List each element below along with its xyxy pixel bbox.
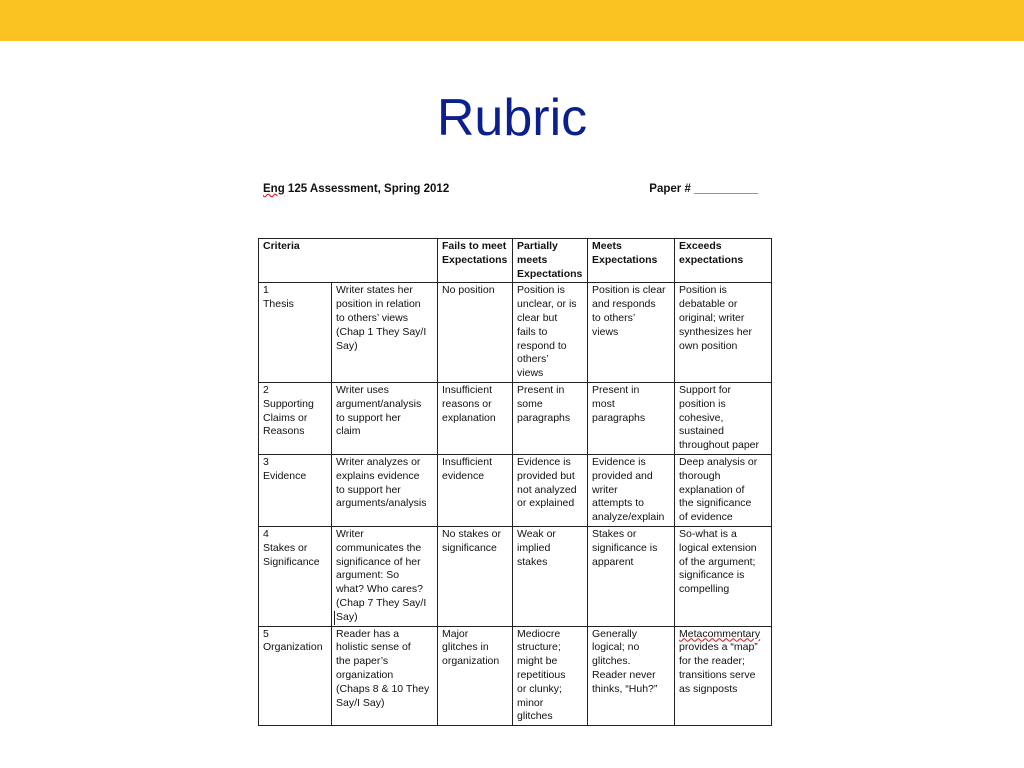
rubric-row-4 — [259, 526, 772, 626]
cell-exceeds-line: for the reader; — [679, 655, 745, 668]
cell-fails-line: Insufficient — [442, 383, 493, 396]
document-header — [258, 180, 772, 202]
cell-fails-line: Insufficient — [442, 455, 493, 468]
course-title — [263, 183, 449, 195]
cell-fails-line: explanation — [442, 411, 496, 424]
cell-fails-line: No stakes or — [442, 527, 501, 540]
header-partially-line: Expectations — [517, 267, 583, 280]
header-partially — [513, 239, 588, 283]
cell-exceeds — [675, 626, 772, 726]
cell-name-line: 1 — [263, 284, 269, 297]
cell-partially — [513, 626, 588, 726]
cell-meets-line: most — [592, 397, 615, 410]
rubric-body — [259, 283, 772, 726]
cell-partially-line: provided but — [517, 469, 575, 482]
cell-meets-line: analyze/explain — [592, 511, 665, 524]
cell-fails — [438, 454, 513, 526]
cell-partially — [513, 283, 588, 383]
cell-name-line: Evidence — [263, 469, 307, 482]
cell-description-line: Writer states her — [336, 284, 413, 297]
cell-partially-line: paragraphs — [517, 411, 571, 424]
cell-name-line: 3 — [263, 455, 269, 468]
cell-description-line: Writer — [336, 527, 364, 540]
cell-meets-line: paragraphs — [592, 411, 646, 424]
cell-fails — [438, 526, 513, 626]
cell-description-line: explains evidence — [336, 469, 420, 482]
top-accent-bar — [0, 0, 1024, 41]
cell-exceeds-line: transitions serve — [679, 668, 756, 681]
cell-partially — [513, 526, 588, 626]
cell-exceeds-line: logical extension — [679, 541, 757, 554]
cell-partially-line: structure; — [517, 641, 561, 654]
cell-name — [259, 283, 332, 383]
cell-exceeds-line: significance is — [679, 569, 745, 582]
cell-partially-line: might be — [517, 655, 558, 668]
cell-meets-line: to others’ — [592, 311, 636, 324]
cell-description-line: to others’ views — [336, 311, 408, 324]
cell-meets-line: Reader never — [592, 668, 656, 681]
cell-fails-line: organization — [442, 655, 500, 668]
cell-description-line: organization — [336, 668, 394, 681]
cell-fails-line: significance — [442, 541, 497, 554]
cell-description-line: claim — [336, 425, 361, 438]
cell-name-line: Reasons — [263, 425, 305, 438]
rubric-row-5 — [259, 626, 772, 726]
cell-exceeds-line: synthesizes her — [679, 325, 752, 338]
cell-description-line: argument: So — [336, 569, 400, 582]
cell-exceeds-line: Position is — [679, 284, 727, 297]
course-prefix: Eng — [263, 183, 285, 195]
slide-title: Rubric — [436, 89, 588, 147]
cell-fails-line: evidence — [442, 469, 485, 482]
cell-meets-line: glitches. — [592, 655, 631, 668]
cell-meets-line: Stakes or — [592, 527, 637, 540]
cell-fails-line: No position — [442, 284, 495, 297]
course-title-rest: 125 Assessment, Spring 2012 — [284, 183, 450, 195]
rubric-row-3 — [259, 454, 772, 526]
header-meets-line: Meets — [592, 240, 622, 252]
header-partially-line: meets — [517, 253, 548, 266]
cell-meets-line: and responds — [592, 298, 656, 311]
cell-partially-line: some — [517, 397, 543, 410]
header-exceeds-line: expectations — [679, 253, 744, 266]
cell-name-line: Claims or — [263, 411, 308, 424]
cell-description-line: Say) — [334, 611, 433, 625]
cell-fails-line: Major — [442, 627, 469, 640]
cell-description-line: (Chaps 8 & 10 They — [336, 682, 430, 695]
cell-meets-line: provided and — [592, 469, 653, 482]
cell-exceeds-line: the significance — [679, 497, 752, 510]
cell-partially-line: glitches — [517, 710, 553, 723]
cell-fails — [438, 626, 513, 726]
cell-exceeds-line: thorough — [679, 469, 721, 482]
cell-exceeds-line: Metacommentary — [679, 627, 761, 640]
cell-name-line: Stakes or — [263, 541, 308, 554]
cell-name-line: Supporting — [263, 397, 314, 410]
cell-exceeds-line: explanation of — [679, 483, 745, 496]
cell-exceeds — [675, 454, 772, 526]
cell-exceeds-line: throughout paper — [679, 439, 759, 452]
header-fails-line: Expectations — [442, 253, 508, 266]
cell-description — [332, 283, 438, 383]
cell-fails-line: reasons or — [442, 397, 492, 410]
cell-description-line: Reader has a — [336, 627, 400, 640]
cell-description-line: arguments/analysis — [336, 497, 427, 510]
cell-exceeds-line: So-what is a — [679, 527, 737, 540]
cell-description-line: (Chap 7 They Say/I — [336, 596, 427, 609]
cell-meets-line: Present in — [592, 383, 640, 396]
paper-number-label: Paper # __________ — [649, 183, 758, 195]
cell-description-line: Writer uses — [336, 383, 389, 396]
cell-name-line: Thesis — [263, 298, 294, 311]
cell-partially-line: Position is — [517, 284, 565, 297]
cell-description-line: argument/analysis — [336, 397, 422, 410]
cell-description-line: (Chap 1 They Say/I — [336, 325, 427, 338]
header-exceeds-line: Exceeds — [679, 240, 722, 252]
header-exceeds — [675, 239, 772, 283]
cell-name-line: 5 — [263, 627, 269, 640]
header-criteria — [259, 239, 438, 283]
cell-partially-line: unclear, or is — [517, 298, 577, 311]
cell-name — [259, 454, 332, 526]
cell-exceeds-line: Deep analysis or — [679, 455, 758, 468]
cell-partially-line: Mediocre — [517, 627, 561, 640]
cell-exceeds-line: debatable or — [679, 298, 738, 311]
cell-fails — [438, 382, 513, 454]
cell-partially-line: Evidence is — [517, 455, 571, 468]
header-partially-line: Partially — [517, 240, 558, 252]
cell-partially-line: or explained — [517, 497, 575, 510]
cell-description-line: communicates the — [336, 541, 422, 554]
cell-name-line: 4 — [263, 527, 269, 540]
header-fails-line: Fails to meet — [442, 240, 507, 252]
cell-partially-line: implied — [517, 541, 551, 554]
cell-meets-line: writer — [592, 483, 618, 496]
cell-description — [332, 382, 438, 454]
cell-meets-line: significance is — [592, 541, 658, 554]
cell-description-line: position in relation — [336, 298, 421, 311]
cell-partially-line: not analyzed — [517, 483, 577, 496]
cell-name — [259, 382, 332, 454]
cell-meets — [588, 382, 675, 454]
rubric-document — [258, 180, 772, 723]
cell-partially — [513, 454, 588, 526]
rubric-row-1 — [259, 283, 772, 383]
cell-meets — [588, 526, 675, 626]
cell-meets-line: apparent — [592, 555, 634, 568]
cell-exceeds-line: of the argument; — [679, 555, 756, 568]
cell-meets-line: Generally — [592, 627, 637, 640]
cell-meets-line: views — [592, 325, 619, 338]
cell-exceeds-line: own position — [679, 339, 738, 352]
cell-partially — [513, 382, 588, 454]
cell-description — [332, 526, 438, 626]
cell-partially-line: or clunky; — [517, 682, 562, 695]
cell-description-line: Say/I Say) — [336, 696, 385, 709]
cell-partially-line: others’ — [517, 353, 549, 366]
cell-description-line: to support her — [336, 483, 401, 496]
cell-partially-line: clear but — [517, 311, 558, 324]
cell-meets-line: thinks, “Huh?” — [592, 682, 658, 695]
cell-name — [259, 626, 332, 726]
cell-exceeds-line: provides a “map” — [679, 641, 758, 654]
cell-partially-line: respond to — [517, 339, 567, 352]
cell-fails — [438, 283, 513, 383]
cell-name-line: Significance — [263, 555, 320, 568]
cell-name-line: Organization — [263, 641, 323, 654]
cell-partially-line: views — [517, 367, 544, 380]
cell-description-line: to support her — [336, 411, 401, 424]
cell-exceeds — [675, 382, 772, 454]
cell-exceeds — [675, 526, 772, 626]
rubric-table — [258, 238, 772, 726]
cell-fails-line: glitches in — [442, 641, 489, 654]
header-fails — [438, 239, 513, 283]
cell-exceeds-line: original; writer — [679, 311, 745, 324]
cell-meets-line: Evidence is — [592, 455, 646, 468]
header-meets — [588, 239, 675, 283]
cell-exceeds-line: sustained — [679, 425, 724, 438]
cell-exceeds-line: compelling — [679, 583, 730, 596]
cell-meets-line: logical; no — [592, 641, 640, 654]
rubric-row-2 — [259, 382, 772, 454]
cell-exceeds-line: Support for — [679, 383, 731, 396]
cell-partially-line: fails to — [517, 325, 548, 338]
cell-description — [332, 626, 438, 726]
cell-meets-line: Position is clear — [592, 284, 666, 297]
cell-exceeds-line: as signposts — [679, 682, 738, 695]
cell-description-line: significance of her — [336, 555, 421, 568]
cell-partially-line: Present in — [517, 383, 565, 396]
cell-partially-line: repetitious — [517, 668, 566, 681]
cell-partially-line: Weak or — [517, 527, 556, 540]
cell-exceeds — [675, 283, 772, 383]
cell-description-line: holistic sense of — [336, 641, 411, 654]
cell-exceeds-line: cohesive, — [679, 411, 724, 424]
cell-meets — [588, 283, 675, 383]
cell-description-line: what? Who cares? — [336, 583, 423, 596]
cell-exceeds-line: position is — [679, 397, 726, 410]
cell-meets — [588, 626, 675, 726]
header-criteria-text: Criteria — [263, 240, 300, 252]
rubric-header-row — [259, 239, 772, 283]
cell-partially-line: stakes — [517, 555, 548, 568]
header-meets-line: Expectations — [592, 253, 658, 266]
cell-exceeds-line: of evidence — [679, 511, 733, 524]
cell-description-line: Writer analyzes or — [336, 455, 421, 468]
cell-description — [332, 454, 438, 526]
cell-meets — [588, 454, 675, 526]
cell-description-line: the paper’s — [336, 655, 389, 668]
cell-description-line: Say) — [336, 339, 358, 352]
cell-partially-line: minor — [517, 696, 544, 709]
cell-name — [259, 526, 332, 626]
cell-meets-line: attempts to — [592, 497, 644, 510]
cell-name-line: 2 — [263, 383, 269, 396]
